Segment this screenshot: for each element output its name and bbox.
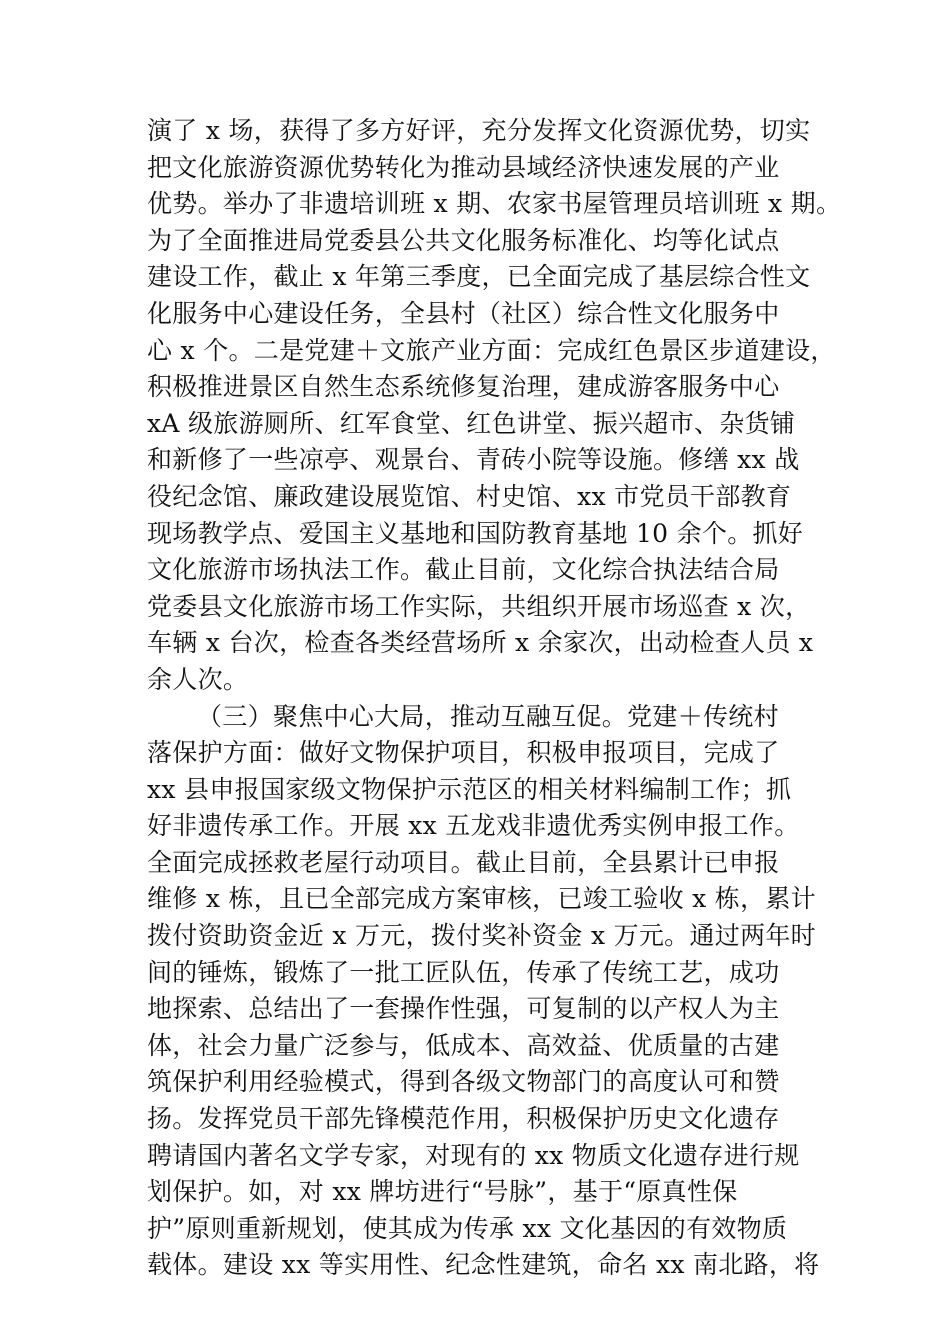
text-line: xx 县申报国家级文物保护示范区的相关材料编制工作；抓 [147,774,792,804]
text-line: 演了 x 场，获得了多方好评，充分发挥文化资源优势，切实 [147,116,811,145]
text-line: 划保护。如，对 xx 牌坊进行“号脉”，基于“原真性保 [147,1177,738,1207]
text-line: 优势。举办了非遗培训班 x 期、农家书屋管理员培训班 x 期。 [147,189,842,219]
text-line: 文化旅游市场执法工作。截止目前，文化综合执法结合局 [147,555,780,585]
paragraph-1 [147,113,842,699]
text-line: 把文化旅游资源优势转化为推动县域经济快速发展的产业 [147,152,780,182]
text-line: 扬。发挥党员干部先锋模范作用，积极保护历史文化遗存 [147,1104,780,1134]
text-line: 化服务中心建设任务，全县村（社区）综合性文化服务中 [147,298,780,328]
text-line: 余人次。 [147,664,249,694]
text-line: 现场教学点、爱国主义基地和国防教育基地 10 余个。抓好 [147,518,804,548]
text-line: 和新修了一些凉亭、观景台、青砖小院等设施。修缮 xx 战 [147,445,800,475]
text-line: 间的锤炼，锻炼了一批工匠队伍，传承了传统工艺，成功 [147,957,780,987]
text-line: 建设工作，截止 x 年第三季度，已全面完成了基层综合性文 [147,262,811,292]
text-line: 全面完成拯救老屋行动项目。截止目前，全县累计已申报 [147,847,780,877]
text-line: xA 级旅游厕所、红军食堂、红色讲堂、振兴超市、杂货铺 [147,408,796,438]
text-line: 拨付资助资金近 x 万元，拨付奖补资金 x 万元。通过两年时 [147,921,816,951]
text-line: 车辆 x 台次，检查各类经营场所 x 余家次，出动检查人员 x [147,628,814,658]
text-line: 护”原则重新规划，使其成为传承 xx 文化基因的有效物质 [147,1213,788,1243]
text-line: （三）聚焦中心大局，推动互融互促。党建＋传统村 [197,701,779,731]
text-line: 为了全面推进局党委县公共文化服务标准化、均等化试点 [147,225,780,255]
text-line: 党委县文化旅游市场工作实际，共组织开展市场巡查 x 次， [147,591,811,621]
text-line: 聘请国内著名文学专家，对现有的 xx 物质文化遗存进行规 [147,1140,800,1170]
text-line: 载体。建设 xx 等实用性、纪念性建筑，命名 xx 南北路，将 [147,1250,820,1280]
text-line: 心 x 个。二是党建＋文旅产业方面：完成红色景区步道建设， [147,335,836,365]
text-line: 役纪念馆、廉政建设展览馆、村史馆、xx 市党员干部教育 [147,481,792,511]
text-line: 地探索、总结出了一套操作性强，可复制的以产权人为主 [147,994,780,1024]
document-body [147,113,842,1284]
text-line: 体，社会力量广泛参与，低成本、高效益、优质量的古建 [147,1030,780,1060]
text-line: 筑保护利用经验模式，得到各级文物部门的高度认可和赞 [147,1067,780,1097]
text-line: 好非遗传承工作。开展 xx 五龙戏非遗优秀实例申报工作。 [147,811,800,841]
text-line: 积极推进景区自然生态系统修复治理，建成游客服务中心 [147,372,780,402]
text-line: 落保护方面：做好文物保护项目，积极申报项目，完成了 [147,738,780,768]
text-line: 维修 x 栋，且已全部完成方案审核，已竣工验收 x 栋，累计 [147,884,816,914]
paragraph-2 [147,699,827,1285]
